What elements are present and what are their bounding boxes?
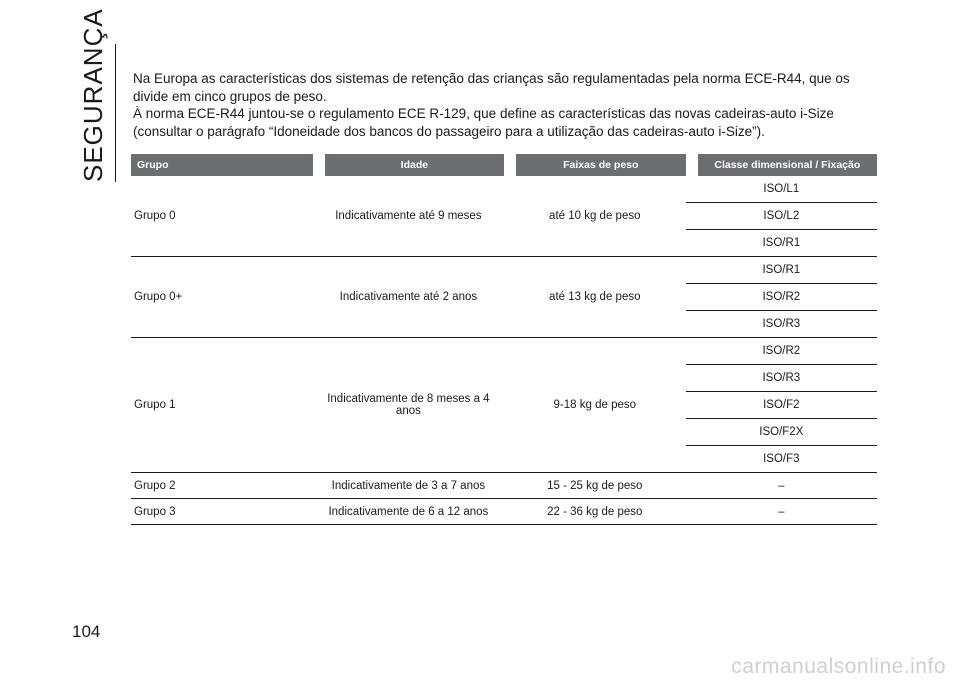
cell-age — [313, 338, 504, 473]
cell-class: ISO/R1 — [686, 257, 877, 284]
intro-paragraph-2: À norma ECE-R44 juntou-se o regulamento ECE R-129, que define as características das novas cadeiras-auto i-Size (consultar o parágrafo “Idoneidade dos bancos do passageiro para a utilização das cadeiras-auto i-Size”). — [133, 106, 834, 139]
cell-class: ISO/R2 — [686, 338, 877, 365]
cell-weight: 22 - 36 kg de peso — [504, 499, 686, 525]
page-number: 104 — [72, 622, 101, 641]
cell-class: ISO/R1 — [686, 230, 877, 257]
cell-weight: 15 - 25 kg de peso — [504, 473, 686, 499]
table-row — [131, 338, 877, 365]
cell-class: ISO/L2 — [686, 203, 877, 230]
header-age: Idade — [313, 154, 504, 176]
table-header-row — [131, 154, 877, 176]
table-row — [131, 176, 877, 203]
intro-paragraph-1: Na Europa as características dos sistemas de retenção das crianças são regulamentadas pela norma ECE-R44, que os divide em cinco grupos de peso. — [133, 71, 850, 104]
header-class: Classe dimensional / Fixação — [686, 154, 877, 176]
cell-class: ISO/R3 — [686, 365, 877, 392]
cell-group: Grupo 0+ — [131, 257, 313, 338]
cell-class: – — [686, 499, 877, 525]
cell-class: ISO/R3 — [686, 311, 877, 338]
cell-weight: até 13 kg de peso — [504, 257, 686, 338]
cell-group: Grupo 0 — [131, 176, 313, 257]
cell-age: Indicativamente de 6 a 12 anos — [313, 499, 504, 525]
section-title: SEGURANÇA — [78, 8, 108, 182]
table-row — [131, 499, 877, 525]
cell-weight: até 10 kg de peso — [504, 176, 686, 257]
header-weight: Faixas de peso — [504, 154, 686, 176]
child-restraint-table — [131, 154, 877, 525]
cell-class: ISO/F2 — [686, 392, 877, 419]
cell-age: Indicativamente de 3 a 7 anos — [313, 473, 504, 499]
cell-weight: 9-18 kg de peso — [504, 338, 686, 473]
cell-class: ISO/R2 — [686, 284, 877, 311]
cell-class: – — [686, 473, 877, 499]
cell-class: ISO/L1 — [686, 176, 877, 203]
watermark: carmanualsonline.info — [731, 655, 946, 678]
table-row — [131, 473, 877, 499]
cell-age-text: Indicativamente de 8 meses a 4 anos — [327, 393, 490, 417]
intro-text — [133, 70, 878, 140]
section-divider — [115, 44, 116, 182]
cell-age: Indicativamente até 2 anos — [313, 257, 504, 338]
cell-class: ISO/F2X — [686, 419, 877, 446]
cell-group: Grupo 3 — [131, 499, 313, 525]
cell-group: Grupo 1 — [131, 338, 313, 473]
cell-group: Grupo 2 — [131, 473, 313, 499]
cell-age: Indicativamente até 9 meses — [313, 176, 504, 257]
table-row — [131, 257, 877, 284]
header-group: Grupo — [131, 154, 313, 176]
cell-class: ISO/F3 — [686, 446, 877, 473]
